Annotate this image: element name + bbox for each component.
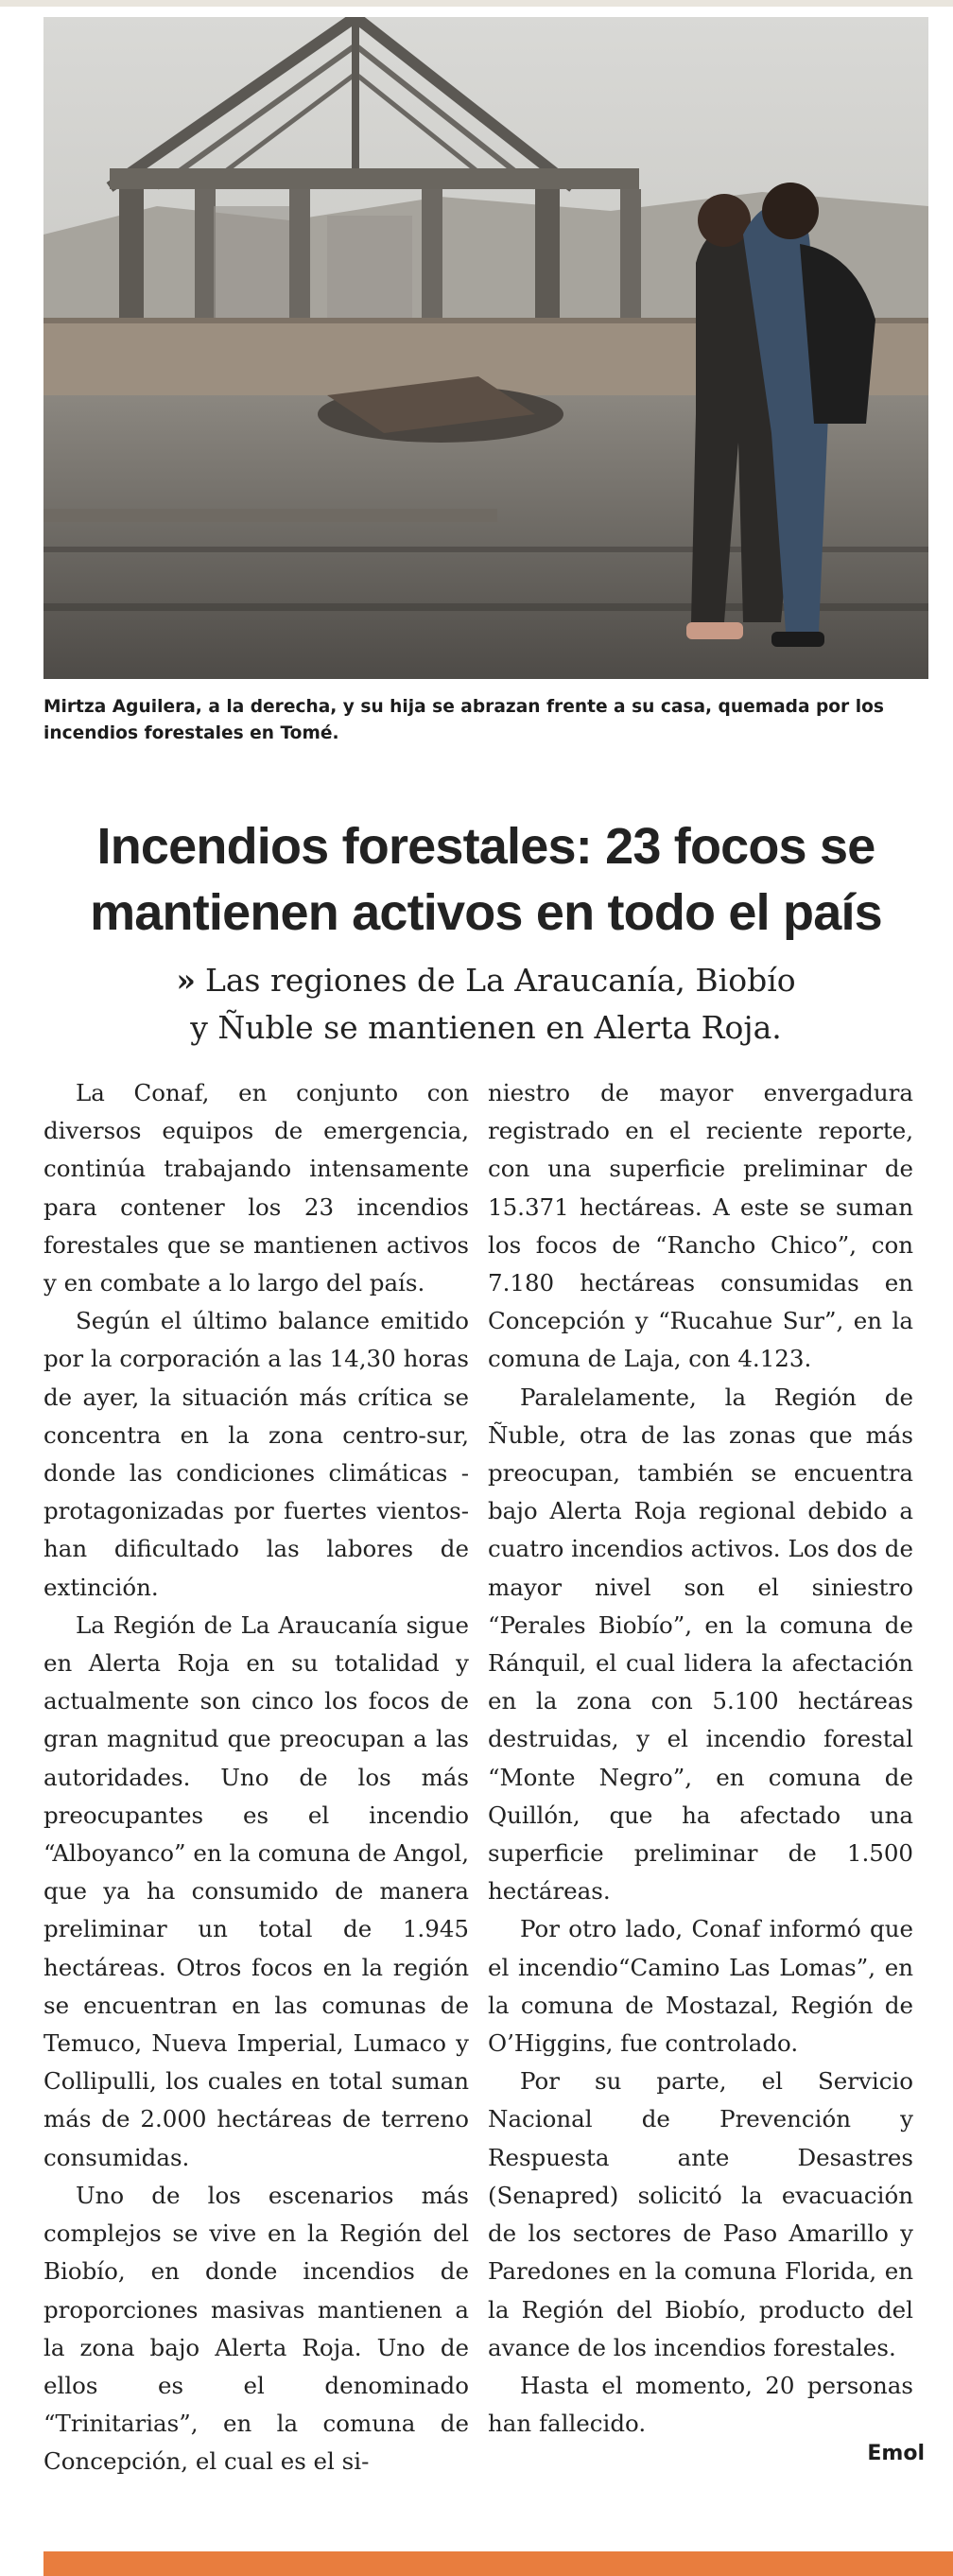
- byline: Emol: [867, 2442, 925, 2465]
- paragraph: Hasta el momento, 20 personas han fallecido.: [488, 2371, 913, 2438]
- news-photo: [43, 17, 928, 679]
- paragraph-continuation: niestro de mayor envergadura registrado en el reciente reporte, con una superficie preliminar de 15.371 hectáreas. A este se suman los focos de “Rancho Chico”, con 7.180 hectáreas consumidas en Concepción y “Rucahue Sur”, en la comuna de Laja, con 4.123.: [488, 1079, 913, 1373]
- paragraph: Paralelamente, la Región de Ñuble, otra de las zonas que más preocupan, también se encuentra bajo Alerta Roja regional debido a cuatro incendios activos. Los dos de mayor nivel son el siniestro “Perales Biobío”, en la comuna de Ránquil, el cual lidera la afectación en la zona con 5.100 hectáreas destruidas, y el incendio forestal “Monte Negro”, en comuna de Quillón, que ha afectado una superficie preliminar de 1.500 hectáreas.: [488, 1383, 913, 1906]
- headline-line-1: Incendios forestales: 23 focos se: [96, 818, 875, 875]
- photo-fire-ruins-icon: [43, 17, 928, 679]
- chevron-right-icon: »: [176, 962, 196, 999]
- headline: [43, 813, 928, 946]
- paragraph: La Conaf, en conjunto con diversos equipos de emergencia, continúa trabajando intensamente para contener los 23 incendios forestales que se mantienen activos y en combate a lo largo del país.: [43, 1079, 469, 1297]
- paragraph: Uno de los escenarios más complejos se vive en la Región del Biobío, en donde incendios de proporciones masivas mantienen a la zona bajo Alerta Roja. Uno de ellos es el denominado “Trinitarias”, en la comuna de Concepción, el cual es el si-: [43, 2181, 469, 2476]
- paragraph: La Región de La Araucanía sigue en Alerta Roja en su totalidad y actualmente son cinco los focos de gran magnitud que preocupan a las autoridades. Uno de los más preocupantes es el incendio “Alboyanco” en la comuna de Angol, que ya ha consumido de manera preliminar un total de 1.945 hectáreas. Otros focos en la región se encuentran en las comunas de Temuco, Nueva Imperial, Lumaco y Collipulli, los cuales en total suman más de 2.000 hectáreas de terreno consumidas.: [43, 1610, 469, 2171]
- article-column-right: [488, 1074, 913, 2443]
- subheadline-line-1: Las regiones de La Araucanía, Biobío: [204, 962, 796, 999]
- accent-bar: [43, 2551, 953, 2576]
- paragraph: Por otro lado, Conaf informó que el incendio“Camino Las Lomas”, en la comuna de Mostazal, Región de O’Higgins, fue controlado.: [488, 1915, 913, 2058]
- top-rule: [0, 0, 953, 7]
- paragraph: Según el último balance emitido por la corporación a las 14,30 horas de ayer, la situación más crítica se concentra en la zona centro-sur, donde las condiciones climáticas -protagonizadas por fuertes vientos- han dificultado las labores de extinción.: [43, 1307, 469, 1601]
- headline-line-2: mantienen activos en todo el país: [90, 884, 882, 941]
- subheadline-line-2: y Ñuble se mantienen en Alerta Roja.: [190, 1009, 782, 1046]
- paragraph: Por su parte, el Servicio Nacional de Prevención y Respuesta ante Desastres (Senapred) solicitó la evacuación de los sectores de Paso Amarillo y Paredones en la comuna Florida, en la Región del Biobío, producto del avance de los incendios forestales.: [488, 2067, 913, 2361]
- article-column-left: [43, 1074, 469, 2481]
- subheadline: [43, 957, 928, 1052]
- photo-caption: Mirtza Aguilera, a la derecha, y su hija se abrazan frente a su casa, quemada por los incendios forestales en Tomé.: [43, 697, 884, 743]
